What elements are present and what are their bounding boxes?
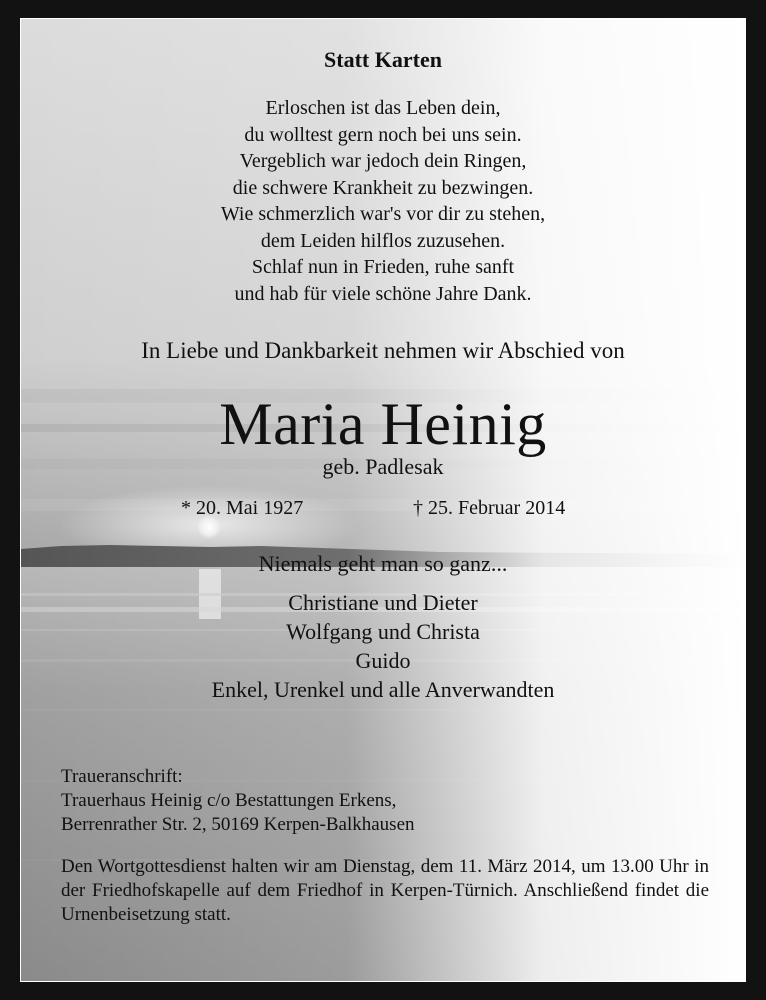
mourner-line: Christiane und Dieter bbox=[288, 590, 478, 615]
mourning-address bbox=[61, 765, 415, 837]
mourner-line: Wolfgang und Christa bbox=[286, 619, 480, 644]
poem bbox=[21, 95, 745, 307]
address-line-1: Trauerhaus Heinig c/o Bestattungen Erkens, bbox=[61, 790, 397, 811]
farewell-intro: In Liebe und Dankbarkeit nehmen wir Abschied von bbox=[141, 338, 625, 363]
poem-line: Schlaf nun in Frieden, ruhe sanft bbox=[251, 256, 515, 278]
birth-date: * 20. Mai 1927 bbox=[181, 497, 304, 519]
poem-line: du wolltest gern noch bei uns sein. bbox=[244, 123, 522, 146]
deceased-name: Maria Heinig bbox=[219, 391, 547, 457]
heading-statt-karten: Statt Karten bbox=[324, 47, 442, 72]
death-date: † 25. Februar 2014 bbox=[413, 497, 566, 519]
poem-line: Wie schmerzlich war's vor dir zu stehen, bbox=[220, 203, 546, 225]
poem-line: dem Leiden hilflos zuzusehen. bbox=[260, 229, 506, 252]
motto: Niemals geht man so ganz... bbox=[258, 551, 508, 576]
poem-line: die schwere Krankheit zu bezwingen. bbox=[232, 176, 534, 199]
service-notice: Den Wortgottesdienst halten wir am Dienstag, dem 11. März 2014, um 13.00 Uhr in der Friedhofskapelle auf dem Friedhof in Kerpen-Türnich. Anschließend findet die Urnenbeisetzung statt. bbox=[61, 856, 709, 925]
address-label: Traueranschrift: bbox=[61, 766, 183, 787]
mourners-list bbox=[21, 588, 745, 704]
maiden-name: geb. Padlesak bbox=[322, 454, 444, 479]
mourner-line: Enkel, Urenkel und alle Anverwandten bbox=[211, 677, 555, 702]
mourner-line: Guido bbox=[355, 648, 411, 673]
address-line-2: Berrenrather Str. 2, 50169 Kerpen-Balkhausen bbox=[61, 814, 415, 835]
poem-line: Erloschen ist das Leben dein, bbox=[265, 97, 501, 119]
poem-line: und hab für viele schöne Jahre Dank. bbox=[234, 282, 532, 305]
poem-line: Vergeblich war jedoch dein Ringen, bbox=[239, 150, 527, 172]
obituary-card bbox=[20, 18, 746, 982]
